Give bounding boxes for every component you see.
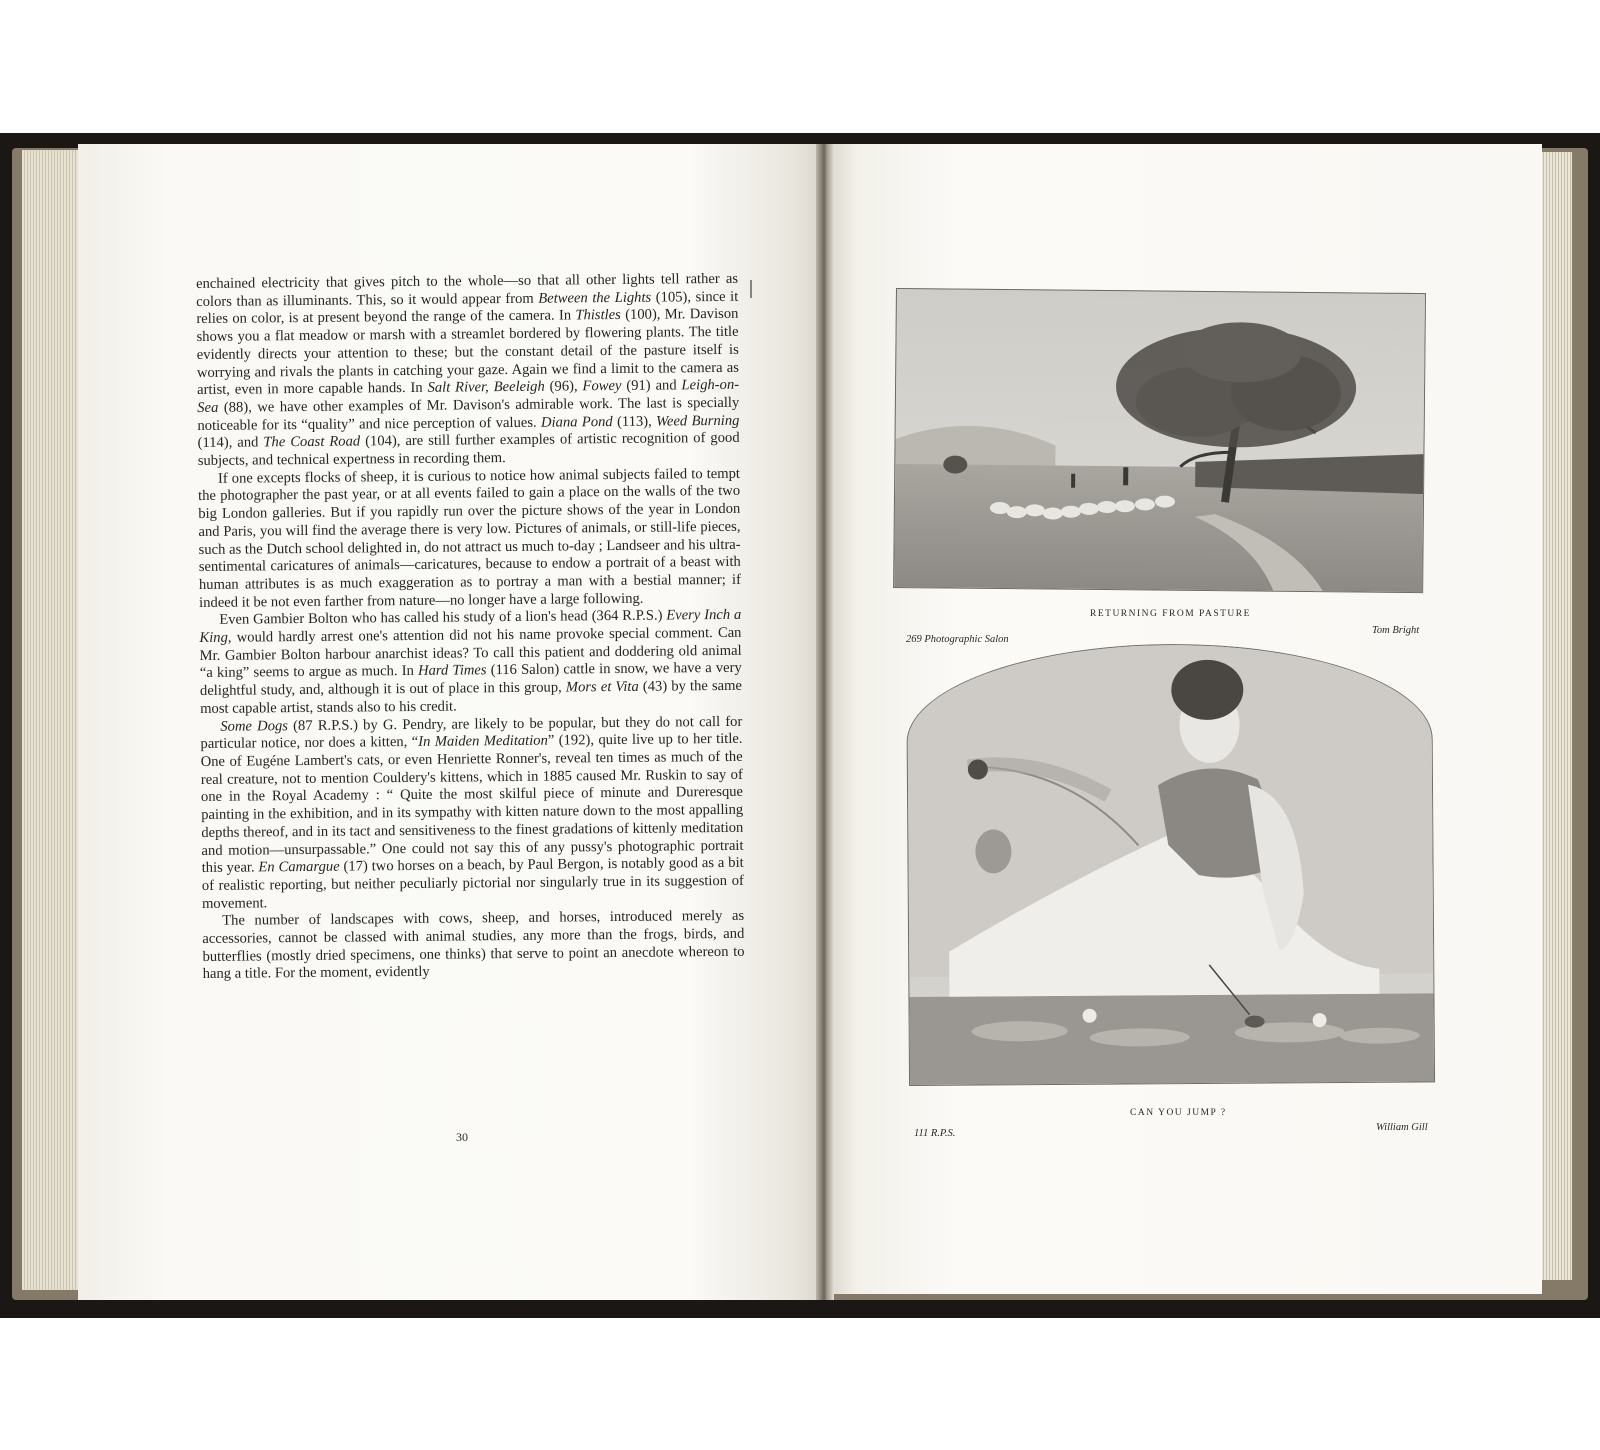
- body-text-span: (116 Salon) cattle in snow, we have a very delightful study, and, although it is out of place in this group,: [199, 660, 742, 700]
- italic-title-text: Between the Lights: [538, 289, 652, 307]
- italic-title-text: Fowey: [582, 378, 622, 395]
- italic-title-text: In Maiden Meditation: [418, 732, 548, 751]
- plate-1-title: RETURNING FROM PASTURE: [1090, 609, 1251, 619]
- body-text-span: , would hardly arrest one's attention did not his name provoke special comment. Can Mr. Gambier Bolton harbour anarchist ideas? To call this patient and doddering old animal “a king” seems to argue as much. In: [199, 624, 742, 682]
- body-text-span: (100), Mr. Davison shows you a flat meadow or marsh with a streamlet bordered by flowering plants. The title evidently directs your attention to these; but the constant detail of the pasture itself is worrying and rivals the plants in catching your gaze. Again we find a limit to the camera as artist, even in more capable hands. In: [196, 306, 739, 399]
- italic-title-text: Weed Burning: [656, 412, 740, 430]
- body-text-span: ” (192), quite live up to her title. One of Eugéne Lambert's cats, or even Henriette Ronner's, reveal ten times as much of the real creature, not to mention Couldery's kittens, which in 1885 caused Mr. Ruskin to say of one in the Royal Academy : “ Quite the most skilful piece of minute and Dureresque painting in the exhibition, and in its sympathy with kitten nature down to the most appalling depths thereof, and in its tact and sensitiveness to the finest gradations of kittenly meditation and motion—unsurpassable.” One could not say this of any pussy's photographic portrait this year.: [200, 731, 744, 877]
- italic-title-text: Every Inch a King: [199, 607, 742, 647]
- paragraph: [198, 466, 741, 613]
- italic-title-text: Hard Times: [417, 662, 487, 680]
- italic-title-text: The Coast Road: [263, 433, 361, 451]
- italic-title-text: Thistles: [575, 307, 621, 324]
- body-text-span: enchained electricity that gives pitch to the whole—so that all other lights tell rather as colors than as illuminants. This, so it would appear from: [196, 270, 739, 310]
- paragraph: [196, 271, 740, 471]
- body-text-span: (17) two horses on a beach, by Paul Bergon, is notably good as a bit of realistic reporting, but neither peculiarly pictorial nor singularly true in its suggestion of movement.: [201, 854, 744, 912]
- paragraph: [202, 908, 745, 984]
- body-text-span: (43) by the same most capable artist, stands also to his credit.: [200, 677, 743, 717]
- body-text-span: (104), are still further examples of artistic recognition of good subjects, and technical expertness in recording them.: [197, 430, 740, 470]
- italic-title-text: En Camargue: [258, 858, 340, 876]
- body-text-span: (91) and: [621, 377, 682, 395]
- italic-title-text: Diana Pond: [540, 413, 613, 431]
- body-text: [196, 271, 745, 984]
- landscape-photo-illustration: [894, 289, 1426, 593]
- body-text-span: If one excepts flocks of sheep, it is curious to notice how animal subjects failed to tempt the photographer the past year, or at all events failed to gain a place on the walls of the two big London galleries. But if you rapidly run over the picture shows of the year in London and Paris, you will find the average there is very low. Pictures of animals, or still-life pieces, such as the Dutch school delighted in, do not attract us much to-day ; Landseer and his ultra-sentimental caricatures of animals—caricatures, because to endow a portrait of a beast with human attributes is as much exaggeration as to portray a man with a bestial manner; if indeed it be not even farther from nature—no longer have a large following.: [198, 465, 742, 611]
- body-text-span: (96),: [544, 378, 583, 395]
- plate-photo-returning-from-pasture: [893, 288, 1426, 593]
- paragraph: [200, 713, 744, 913]
- plate-1-artist: Tom Bright: [1372, 625, 1420, 636]
- book-gutter: [816, 144, 834, 1300]
- body-text-span: The number of landscapes with cows, sheep, and horses, introduced merely as accessories, cannot be classed with animal studies, any more than the frogs, birds, and butterflies (mostly dried specimens, one thinks) that serve to point an anecdote whereon to hang a title. For the moment, evidently: [202, 908, 745, 983]
- italic-title-text: Mors et Vita: [565, 678, 639, 696]
- body-text-span: (88), we have other examples of Mr. Davison's admirable work. The last is specially noticeable for its “quality” and nice perception of values.: [197, 394, 740, 434]
- plate-2-exhibit: 111 R.P.S.: [914, 1128, 956, 1139]
- page-edges-right: [1538, 152, 1572, 1280]
- italic-title-text: Some Dogs: [220, 717, 289, 735]
- body-text-span: (105), since it relies on color, is at present beyond the range of the camera. In: [196, 288, 739, 328]
- plate-1-exhibit: 269 Photographic Salon: [906, 634, 1009, 645]
- plate-2-artist: William Gill: [1376, 1122, 1428, 1133]
- italic-title-text: Leigh-on-Sea: [197, 377, 740, 416]
- portrait-photo-illustration: [907, 643, 1435, 1086]
- plate-photo-can-you-jump: [906, 642, 1435, 1086]
- body-text-span: (87 R.P.S.) by G. Pendry, are likely to be popular, but they do not call for particular notice, nor does a kitten, “: [200, 713, 743, 753]
- margin-mark: [750, 280, 752, 298]
- italic-title-text: Salt River, Beeleigh: [427, 378, 545, 397]
- body-text-span: Even Gambier Bolton who has called his study of a lion's head (364 R.P.S.): [219, 607, 667, 629]
- plate-2-title: CAN YOU JUMP ?: [1130, 1108, 1227, 1118]
- body-text-span: (114), and: [197, 434, 264, 452]
- page-edges-left: [22, 150, 80, 1290]
- paragraph: [199, 607, 742, 718]
- body-text-span: (113),: [612, 413, 657, 430]
- page-number: 30: [456, 1130, 468, 1144]
